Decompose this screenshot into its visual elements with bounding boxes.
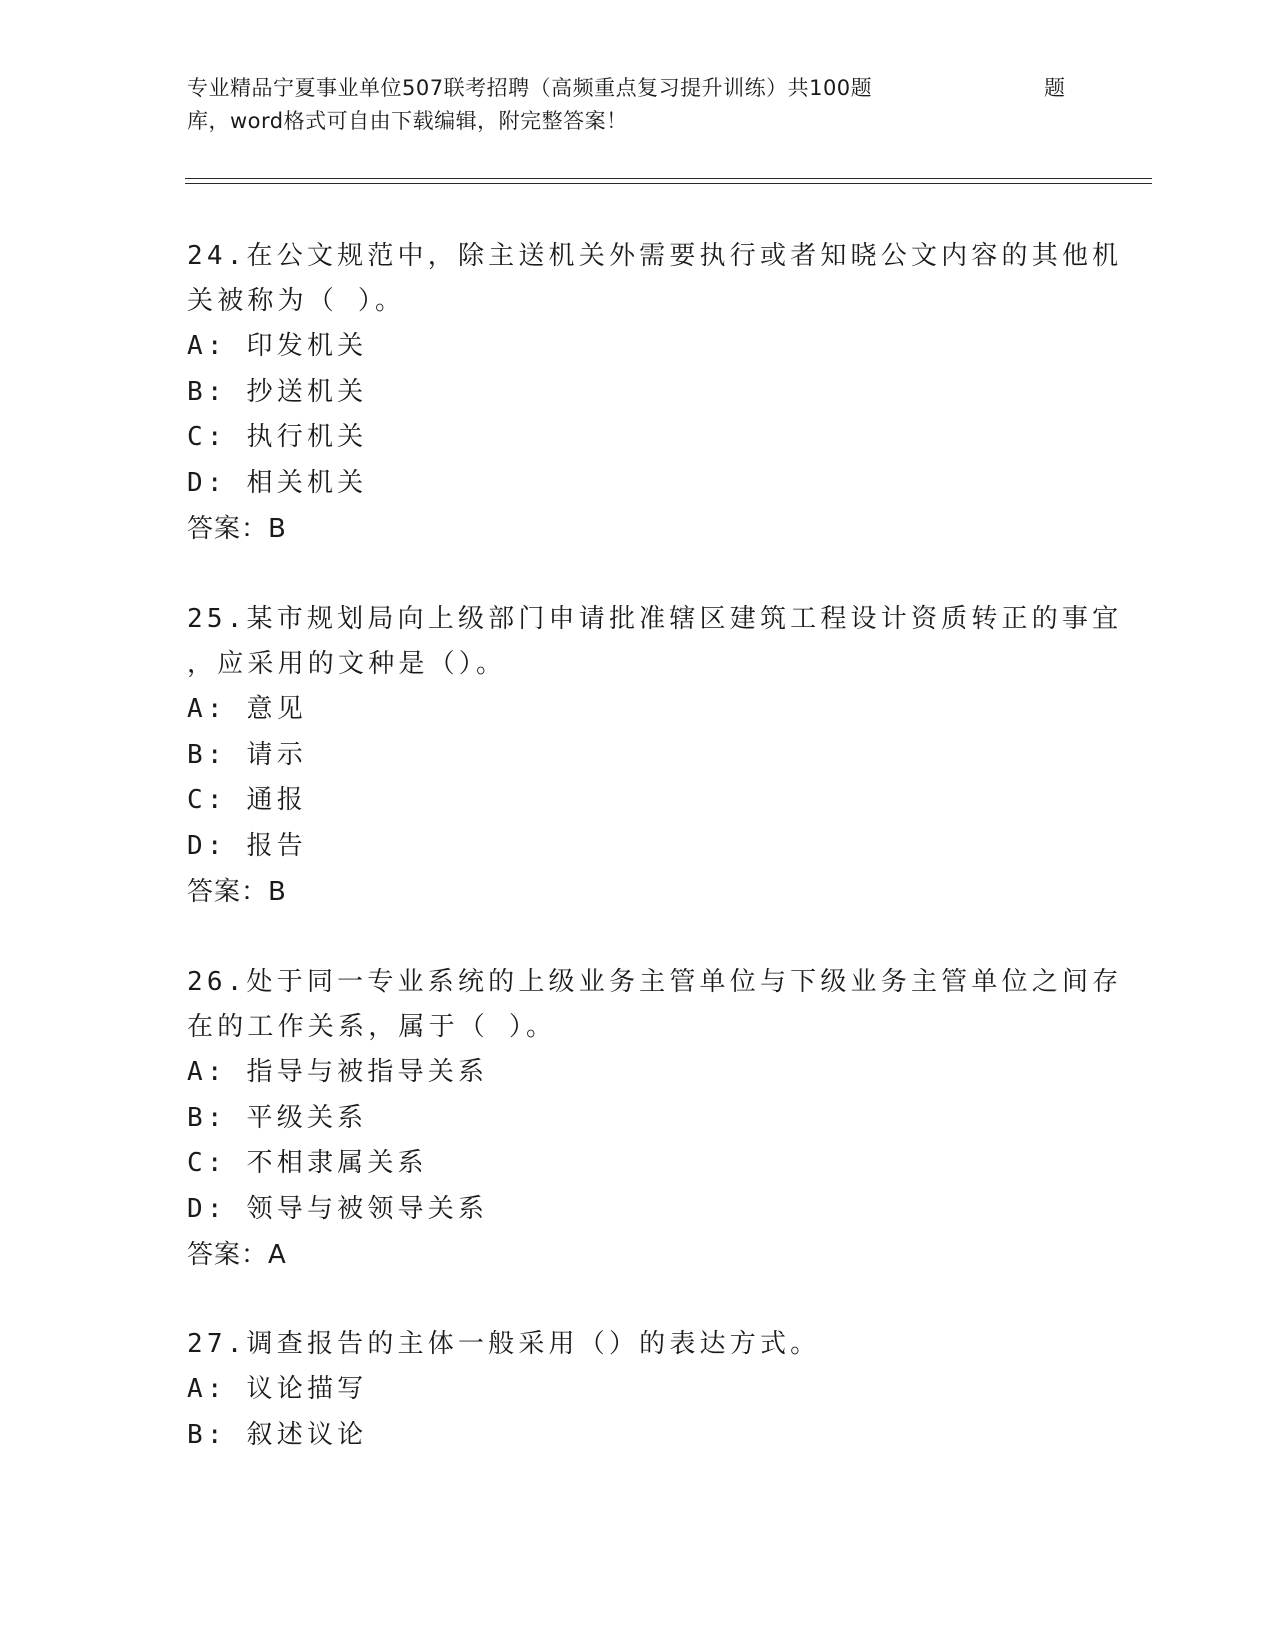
question-stem-line: 在的工作关系，属于（ ）。: [187, 1012, 557, 1042]
document-header: [187, 72, 1097, 138]
option-b: B: 请示: [187, 739, 307, 770]
question-24: [187, 234, 1123, 552]
header-divider-top: [185, 178, 1152, 179]
header-divider-bottom: [185, 183, 1152, 184]
answer-line: 答案：B: [187, 514, 287, 544]
option-c: C: 不相隶属关系: [187, 1148, 428, 1178]
question-stem-line: ，应采用的文种是（）。: [187, 649, 507, 679]
question-stem-line: 25.某市规划局向上级部门申请批准辖区建筑工程设计资质转正的事宜: [187, 604, 1123, 634]
option-c: C: 执行机关: [187, 422, 368, 452]
question-26: [187, 960, 1123, 1278]
header-line-1-tail: 题: [1044, 76, 1066, 100]
option-b: B: 平级关系: [187, 1102, 368, 1133]
question-stem: [187, 1322, 1087, 1367]
question-27: [187, 1322, 1087, 1458]
option-a: A: 印发机关: [187, 331, 368, 361]
question-stem-line: 关被称为（ ）。: [187, 286, 406, 316]
option-d: D: 报告: [187, 830, 307, 861]
answer-line: 答案：A: [187, 1240, 287, 1270]
option-a: A: 意见: [187, 694, 307, 724]
question-stem-line: 24.在公文规范中，除主送机关外需要执行或者知晓公文内容的其他机: [187, 241, 1123, 271]
header-line-2: 库，word格式可自由下载编辑，附完整答案！: [187, 109, 628, 133]
option-c: C: 通报: [187, 785, 307, 815]
option-d: D: 领导与被领导关系: [187, 1193, 489, 1224]
answer-line: 答案：B: [187, 877, 287, 907]
option-d: D: 相关机关: [187, 467, 368, 498]
option-b: B: 抄送机关: [187, 376, 368, 407]
option-a: A: 指导与被指导关系: [187, 1057, 489, 1087]
question-stem-line: 27.调查报告的主体一般采用（）的表达方式。: [187, 1329, 821, 1359]
question-25: [187, 597, 1123, 915]
option-b: B: 叙述议论: [187, 1419, 368, 1450]
option-a: A: 议论描写: [187, 1374, 368, 1404]
question-stem: [187, 234, 1123, 324]
question-stem: [187, 960, 1123, 1050]
question-stem: [187, 597, 1123, 687]
question-stem-line: 26.处于同一专业系统的上级业务主管单位与下级业务主管单位之间存: [187, 967, 1123, 997]
header-line-1: 专业精品宁夏事业单位507联考招聘（高频重点复习提升训练）共100题: [187, 76, 873, 100]
